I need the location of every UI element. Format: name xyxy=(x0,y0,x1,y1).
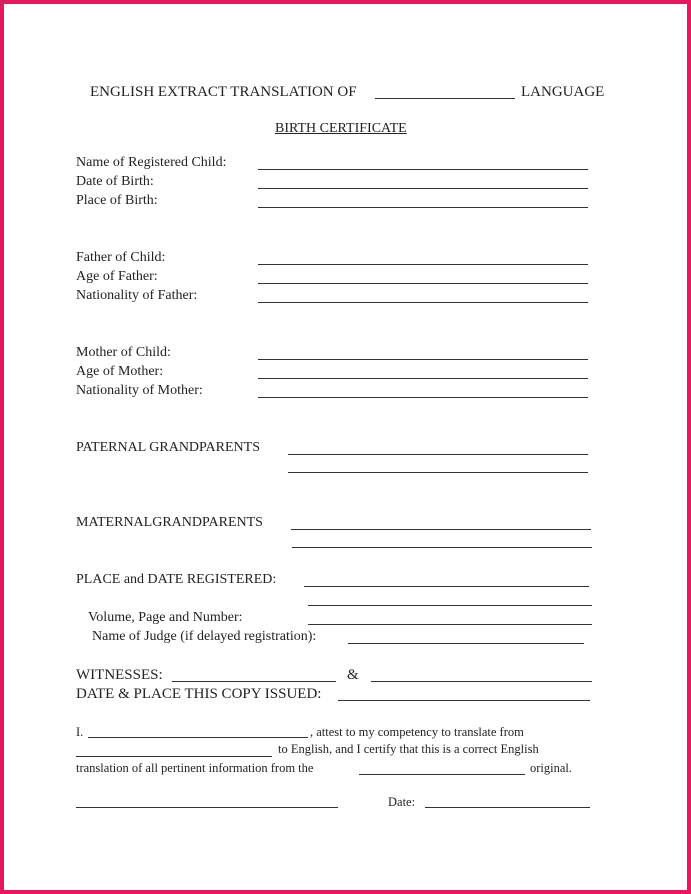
mother-name-label: Mother of Child: xyxy=(76,345,171,360)
attestation-line3-end: original. xyxy=(530,761,573,775)
date-field[interactable] xyxy=(425,807,590,808)
judge-name-label: Name of Judge (if delayed registration): xyxy=(92,629,317,644)
maternal-grandparents-field-1[interactable] xyxy=(291,529,591,530)
father-nationality-field[interactable] xyxy=(258,302,588,303)
place-date-registered-field-1[interactable] xyxy=(304,586,589,587)
original-language-field[interactable] xyxy=(359,774,525,775)
place-date-registered-field-2[interactable] xyxy=(308,605,592,606)
father-name-field[interactable] xyxy=(258,264,588,265)
father-nationality-label: Nationality of Father: xyxy=(76,288,198,303)
source-language-field[interactable] xyxy=(375,98,515,99)
attestation-line1-end: , attest to my competency to translate from xyxy=(310,725,524,739)
attestation-line2-end: to English, and I certify that this is a correct English xyxy=(278,742,539,756)
father-age-field[interactable] xyxy=(258,283,588,284)
child-name-label: Name of Registered Child: xyxy=(76,155,227,170)
title-prefix: ENGLISH EXTRACT TRANSLATION OF xyxy=(90,84,357,100)
paternal-grandparents-label: PATERNAL GRANDPARENTS xyxy=(76,440,260,455)
title-suffix: LANGUAGE xyxy=(521,84,605,100)
witnesses-ampersand: & xyxy=(347,667,359,683)
copy-issued-field[interactable] xyxy=(338,700,590,701)
attestation-line3-start: translation of all pertinent information from the xyxy=(76,761,314,775)
maternal-grandparents-label: MATERNALGRANDPARENTS xyxy=(76,515,263,530)
paternal-grandparents-field-1[interactable] xyxy=(288,454,588,455)
dob-field[interactable] xyxy=(258,188,588,189)
witnesses-label: WITNESSES: xyxy=(76,667,163,683)
translator-signature-field[interactable] xyxy=(76,807,338,808)
mother-nationality-label: Nationality of Mother: xyxy=(76,383,203,398)
mother-name-field[interactable] xyxy=(258,359,588,360)
date-label: Date: xyxy=(388,795,416,809)
child-name-field[interactable] xyxy=(258,169,588,170)
mother-nationality-field[interactable] xyxy=(258,397,588,398)
attestation-line1-start: I. xyxy=(76,725,84,739)
place-date-registered-label: PLACE and DATE REGISTERED: xyxy=(76,572,277,587)
volume-page-number-field[interactable] xyxy=(308,624,592,625)
father-age-label: Age of Father: xyxy=(76,269,158,284)
maternal-grandparents-field-2[interactable] xyxy=(292,547,592,548)
paternal-grandparents-field-2[interactable] xyxy=(288,472,588,473)
copy-issued-label: DATE & PLACE THIS COPY ISSUED: xyxy=(76,686,322,702)
mother-age-field[interactable] xyxy=(258,378,588,379)
volume-page-number-label: Volume, Page and Number: xyxy=(88,610,243,625)
translator-name-field[interactable] xyxy=(88,737,308,738)
pob-label: Place of Birth: xyxy=(76,193,158,208)
mother-age-label: Age of Mother: xyxy=(76,364,164,379)
witness-2-field[interactable] xyxy=(371,681,592,682)
document-subtitle: BIRTH CERTIFICATE xyxy=(275,121,407,136)
translated-language-field[interactable] xyxy=(76,756,272,757)
judge-name-field[interactable] xyxy=(348,643,584,644)
father-name-label: Father of Child: xyxy=(76,250,166,265)
pob-field[interactable] xyxy=(258,207,588,208)
witness-1-field[interactable] xyxy=(172,681,336,682)
dob-label: Date of Birth: xyxy=(76,174,154,189)
